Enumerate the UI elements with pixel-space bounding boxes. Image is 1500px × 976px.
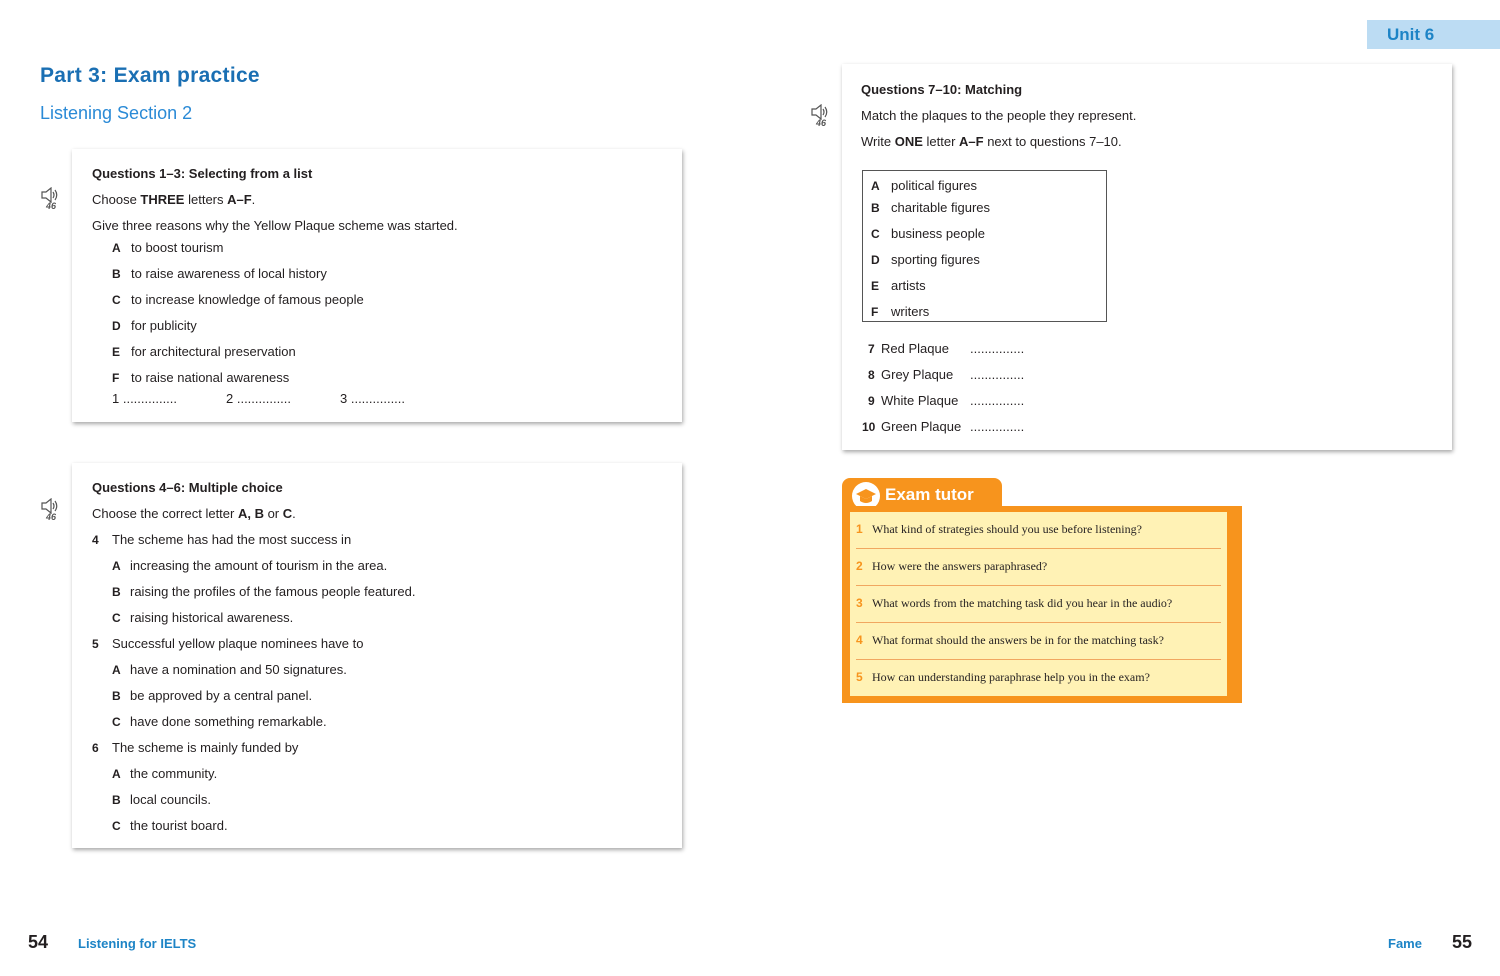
option-text: the community. [130, 766, 218, 781]
item-blank[interactable]: ............... [970, 419, 1025, 434]
option-letter: E [112, 345, 121, 359]
answer-blank-3[interactable]: 3 ............... [340, 391, 406, 406]
questions-1-3-card [72, 149, 682, 422]
key-text: business people [891, 226, 985, 241]
item-blank[interactable]: ............... [970, 341, 1025, 356]
questions-4-6-title: Questions 4–6: Multiple choice [92, 480, 283, 495]
questions-7-10-title: Questions 7–10: Matching [861, 82, 1023, 97]
answer-blank-2[interactable]: 2 ............... [226, 391, 292, 406]
item-blank[interactable]: ............... [970, 367, 1025, 382]
questions-1-3-instruction: Choose THREE letters A–F. [92, 192, 256, 207]
part-title: Part 3: Exam practice [40, 64, 260, 87]
option-letter: A [112, 663, 121, 677]
exam-tutor-number: 2 [856, 559, 863, 573]
exam-tutor-question: What words from the matching task did you hear in the audio? [872, 596, 1173, 610]
audio-track-icon[interactable] [40, 498, 62, 524]
exam-tutor-question: What kind of strategies should you use before listening? [872, 522, 1142, 536]
item-text: Red Plaque [881, 341, 949, 356]
option-letter: B [112, 793, 121, 807]
audio-track-number: 46 [45, 201, 56, 211]
item-number: 10 [862, 420, 876, 434]
section-title: Listening Section 2 [40, 103, 193, 123]
option-letter: B [112, 585, 121, 599]
audio-track-number: 46 [45, 512, 56, 522]
option-letter: A [112, 559, 121, 573]
question-number: 5 [92, 637, 99, 651]
exam-tutor-number: 5 [856, 670, 863, 684]
exam-tutor-item [856, 623, 1221, 660]
option-letter: A [112, 241, 121, 255]
option-text: to boost tourism [131, 240, 224, 255]
exam-tutor-question: How can understanding paraphrase help you in the exam? [872, 670, 1150, 684]
exam-tutor-list [850, 512, 1227, 696]
left-footer-label: Listening for IELTS [78, 936, 197, 951]
questions-1-3-title: Questions 1–3: Selecting from a list [92, 166, 313, 181]
option-text: local councils. [130, 792, 211, 807]
option-text: have a nomination and 50 signatures. [130, 662, 347, 677]
item-number: 8 [868, 368, 875, 382]
key-text: political figures [891, 178, 977, 193]
exam-tutor-question: What format should the answers be in for the matching task? [872, 633, 1164, 647]
exam-tutor-item [856, 660, 1221, 696]
key-text: artists [891, 278, 926, 293]
option-text: the tourist board. [130, 818, 228, 833]
key-letter: C [871, 227, 880, 241]
option-text: to raise national awareness [131, 370, 290, 385]
item-blank[interactable]: ............... [970, 393, 1025, 408]
exam-tutor-item [856, 586, 1221, 623]
key-letter: F [871, 305, 879, 319]
questions-4-6-card [72, 463, 682, 848]
exam-tutor-question: How were the answers paraphrased? [872, 559, 1048, 573]
audio-track-number: 46 [815, 118, 826, 128]
exam-tutor-number: 4 [856, 633, 863, 647]
key-letter: D [871, 253, 880, 267]
item-number: 9 [868, 394, 875, 408]
item-text: Green Plaque [881, 419, 962, 434]
option-text: for architectural preservation [131, 344, 296, 359]
answer-blank-1[interactable]: 1 ............... [112, 391, 178, 406]
key-text: charitable figures [891, 200, 990, 215]
key-text: sporting figures [891, 252, 980, 267]
item-number: 7 [868, 342, 875, 356]
questions-7-10-instruction-2: Write ONE letter A–F next to questions 7–10. [861, 134, 1122, 149]
option-letter: C [112, 611, 121, 625]
question-number: 4 [92, 533, 99, 547]
option-text: raising historical awareness. [130, 610, 294, 625]
option-letter: C [112, 819, 121, 833]
question-stem: The scheme has had the most success in [112, 532, 352, 547]
option-text: increasing the amount of tourism in the area. [130, 558, 388, 573]
option-letter: C [112, 715, 121, 729]
audio-track-icon[interactable] [40, 187, 62, 213]
item-text: White Plaque [881, 393, 959, 408]
questions-7-10-instruction-1: Match the plaques to the people they represent. [861, 108, 1137, 123]
exam-tutor-number: 3 [856, 596, 863, 610]
option-text: have done something remarkable. [130, 714, 327, 729]
questions-7-10-card [842, 64, 1452, 450]
option-letter: B [112, 689, 121, 703]
matching-key-box [862, 170, 1107, 322]
option-text: to raise awareness of local history [131, 266, 327, 281]
right-page-number: 55 [1452, 932, 1473, 952]
exam-tutor-number: 1 [856, 522, 863, 536]
audio-track-icon[interactable] [810, 104, 832, 130]
exam-tutor-item [856, 549, 1221, 586]
option-text: to increase knowledge of famous people [131, 292, 364, 307]
question-stem: Successful yellow plaque nominees have to [112, 636, 364, 651]
key-text: writers [891, 304, 930, 319]
option-text: raising the profiles of the famous people featured. [130, 584, 416, 599]
exam-tutor-title: Exam tutor [885, 485, 974, 504]
option-letter: F [112, 371, 120, 385]
key-letter: A [871, 179, 880, 193]
option-letter: D [112, 319, 121, 333]
option-text: for publicity [131, 318, 197, 333]
option-letter: B [112, 267, 121, 281]
left-page-number: 54 [28, 932, 49, 952]
option-text: be approved by a central panel. [130, 688, 313, 703]
option-letter: C [112, 293, 121, 307]
unit-tab: Unit 6 [1367, 20, 1500, 49]
right-footer-label: Fame [1388, 936, 1422, 951]
question-number: 6 [92, 741, 99, 755]
exam-tutor-item [856, 512, 1221, 549]
key-letter: E [871, 279, 880, 293]
questions-1-3-prompt: Give three reasons why the Yellow Plaque scheme was started. [92, 218, 458, 233]
option-letter: A [112, 767, 121, 781]
item-text: Grey Plaque [881, 367, 954, 382]
exam-tutor-box [842, 506, 1242, 703]
question-stem: The scheme is mainly funded by [112, 740, 299, 755]
questions-4-6-instruction: Choose the correct letter A, B or C. [92, 506, 296, 521]
key-letter: B [871, 201, 880, 215]
